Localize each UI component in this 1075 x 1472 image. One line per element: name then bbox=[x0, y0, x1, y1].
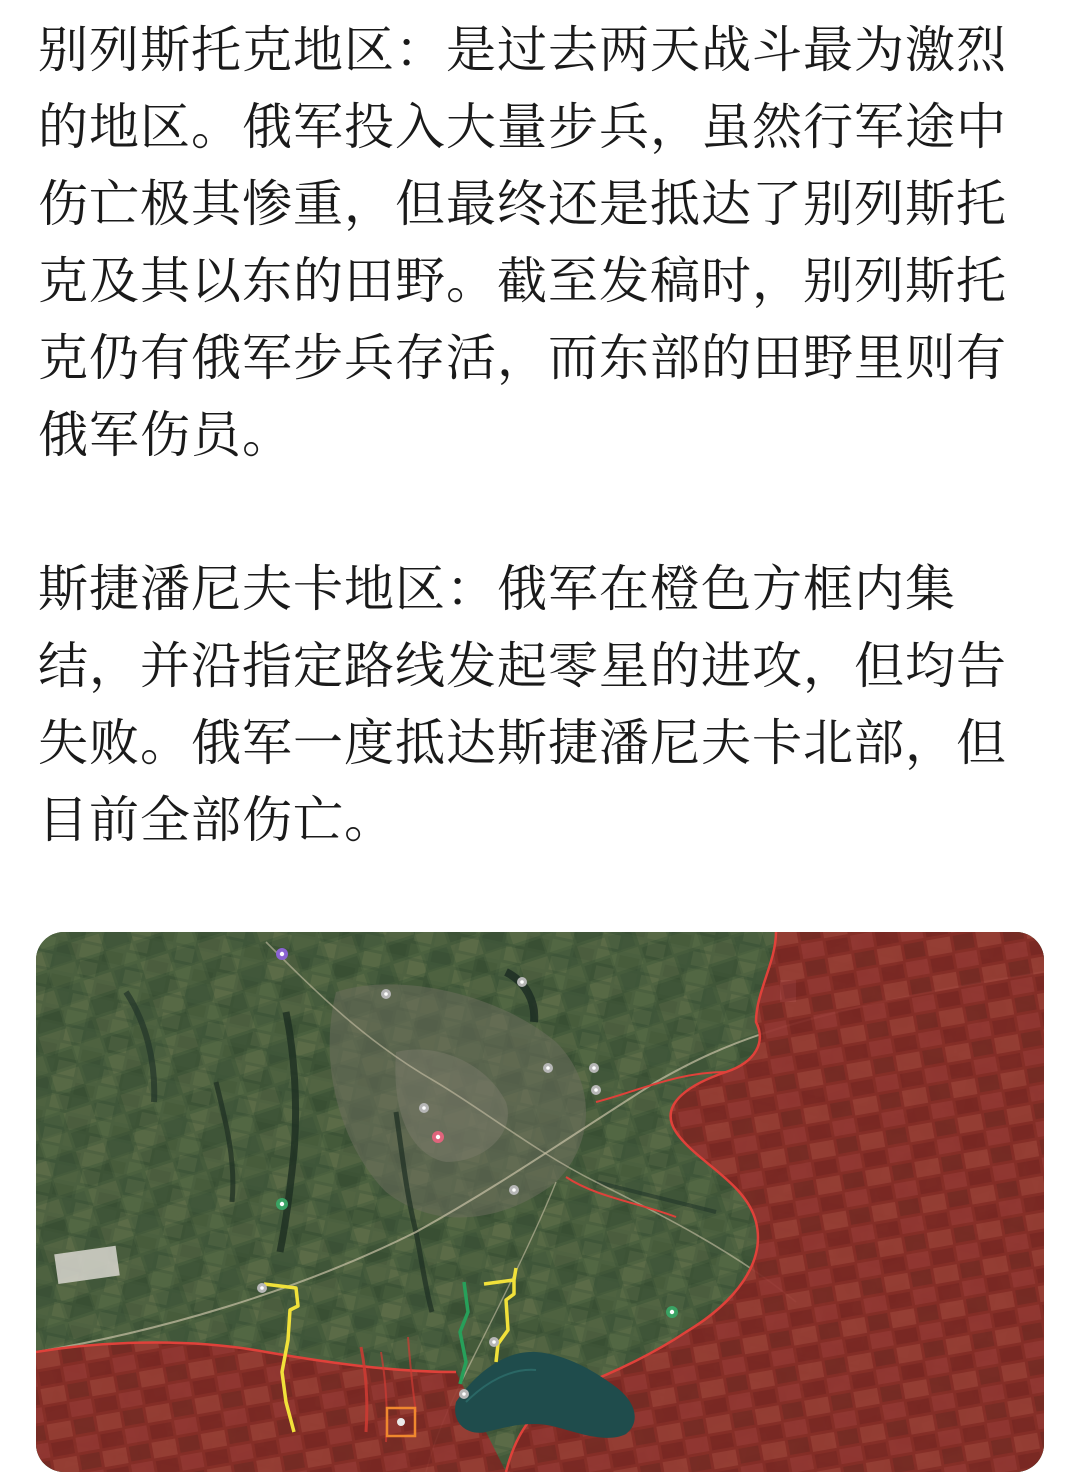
satellite-map-image[interactable] bbox=[36, 932, 1044, 1472]
location-pin-icon bbox=[276, 1198, 288, 1210]
location-pin-icon bbox=[509, 1185, 519, 1195]
paragraph-berestok: 别列斯托克地区：是过去两天战斗最为激烈的地区。俄军投入大量步兵，虽然行军途中伤亡极其惨重，但最终还是抵达了别列斯托克及其以东的田野。截至发稿时，别列斯托克仍有俄军步兵存活，而东部的田野里则有俄军伤员。 bbox=[38, 21, 1007, 464]
place-marker-icon bbox=[397, 1418, 405, 1426]
location-pin-icon bbox=[666, 1306, 678, 1318]
location-pin-icon bbox=[543, 1063, 553, 1073]
location-pin-icon bbox=[517, 977, 527, 987]
location-pin-icon bbox=[276, 948, 288, 960]
map-canvas bbox=[36, 932, 1044, 1472]
location-pin-icon bbox=[459, 1389, 469, 1399]
paragraph-stepanivka: 斯捷潘尼夫卡地区：俄军在橙色方框内集结，并沿指定路线发起零星的进攻，但均告失败。俄军一度抵达斯捷潘尼夫卡北部，但目前全部伤亡。 bbox=[38, 560, 1007, 849]
location-pin-icon bbox=[257, 1283, 267, 1293]
location-pin-icon bbox=[381, 989, 391, 999]
location-pin-icon bbox=[591, 1085, 601, 1095]
hospital-pin-icon bbox=[432, 1131, 444, 1143]
location-pin-icon bbox=[419, 1103, 429, 1113]
article-text bbox=[38, 12, 1028, 859]
location-pin-icon bbox=[489, 1337, 499, 1347]
location-pin-icon bbox=[589, 1063, 599, 1073]
